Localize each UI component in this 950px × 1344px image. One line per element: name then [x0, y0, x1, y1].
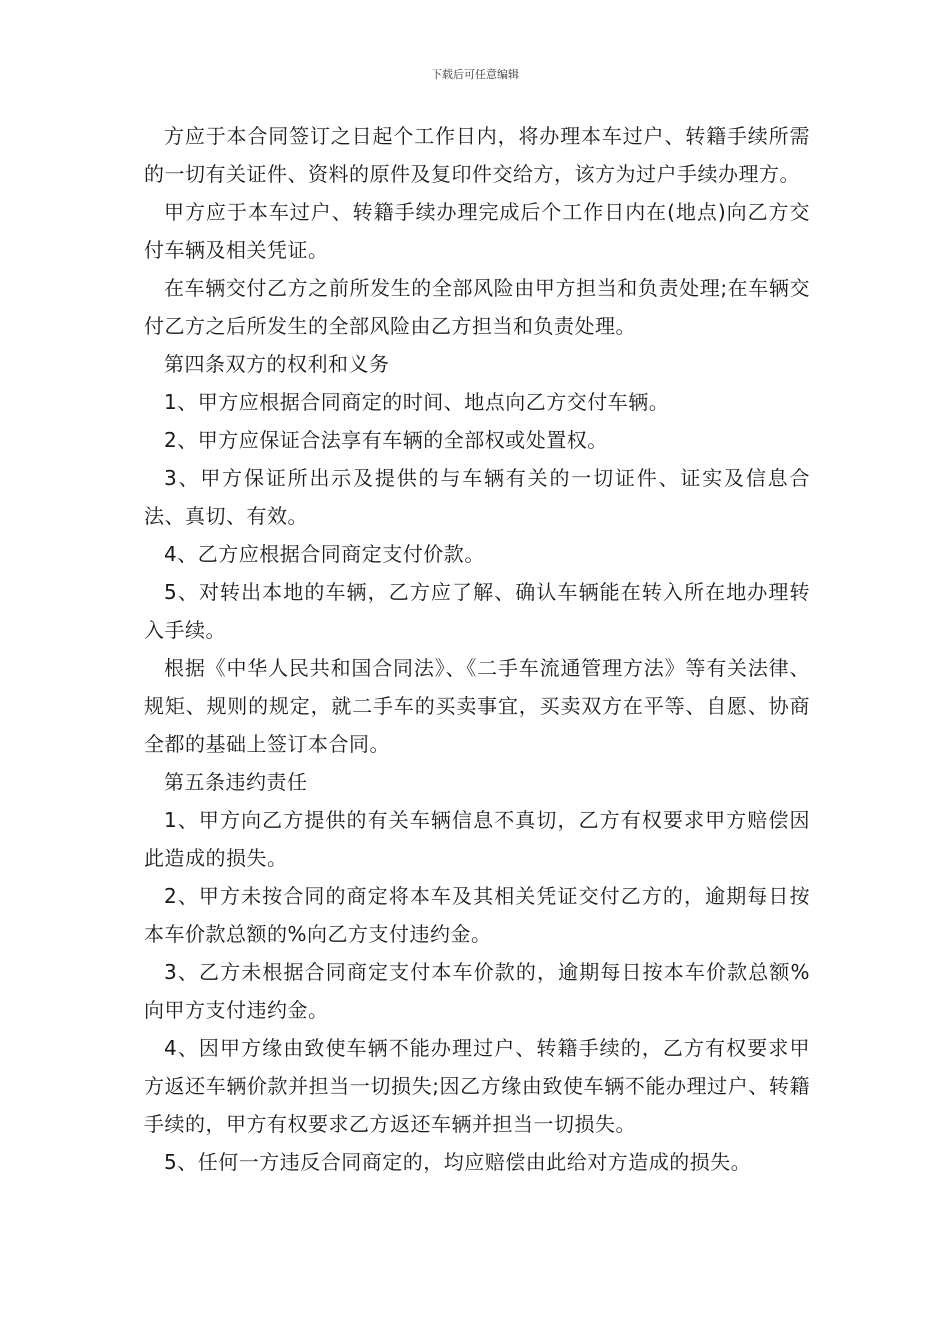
list-item: 4、因甲方缘由致使车辆不能办理过户、转籍手续的，乙方有权要求甲方返还车辆价款并担当一切损失;因乙方缘由致使车辆不能办理过户、转籍手续的，甲方有权要求乙方返还车辆并担当一切损失。	[144, 1036, 810, 1136]
section-heading-article-5: 第五条违约责任	[164, 770, 308, 794]
paragraph-legal-basis: 根据《中华人民共和国合同法》、《二手车流通管理方法》等有关法律、规矩、规则的规定，就二手车的买卖事宜，买卖双方在平等、自愿、协商全都的基础上签订本合同。	[144, 656, 810, 756]
list-item: 5、对转出本地的车辆，乙方应了解、确认车辆能在转入所在地办理转入手续。	[144, 580, 810, 642]
list-item: 4、乙方应根据合同商定支付价款。	[164, 542, 485, 566]
list-item: 5、任何一方违反合同商定的，均应赔偿由此给对方造成的损失。	[164, 1150, 752, 1174]
list-item: 1、甲方应根据合同商定的时间、地点向乙方交付车辆。	[164, 390, 670, 414]
paragraph-risk-allocation: 在车辆交付乙方之前所发生的全部风险由甲方担当和负责处理;在车辆交付乙方之后所发生的全部风险由乙方担当和负责处理。	[144, 276, 810, 338]
paragraph-transfer-procedure: 方应于本合同签订之日起个工作日内，将办理本车过户、转籍手续所需的一切有关证件、资料的原件及复印件交给方，该方为过户手续办理方。	[144, 124, 810, 186]
list-item: 2、甲方未按合同的商定将本车及其相关凭证交付乙方的，逾期每日按本车价款总额的%向乙方支付违约金。	[144, 884, 810, 946]
list-item: 2、甲方应保证合法享有车辆的全部权或处置权。	[164, 428, 608, 452]
paragraph-vehicle-delivery: 甲方应于本车过户、转籍手续办理完成后个工作日内在(地点)向乙方交付车辆及相关凭证。	[144, 200, 810, 262]
list-item: 3、乙方未根据合同商定支付本车价款的，逾期每日按本车价款总额%向甲方支付违约金。	[144, 960, 810, 1022]
list-item: 1、甲方向乙方提供的有关车辆信息不真切，乙方有权要求甲方赔偿因此造成的损失。	[144, 808, 810, 870]
page-header-note: 下载后可任意编辑	[431, 68, 519, 81]
section-heading-article-4: 第四条双方的权利和义务	[164, 352, 390, 376]
list-item: 3、甲方保证所出示及提供的与车辆有关的一切证件、证实及信息合法、真切、有效。	[144, 466, 810, 528]
document-body	[144, 117, 810, 1181]
